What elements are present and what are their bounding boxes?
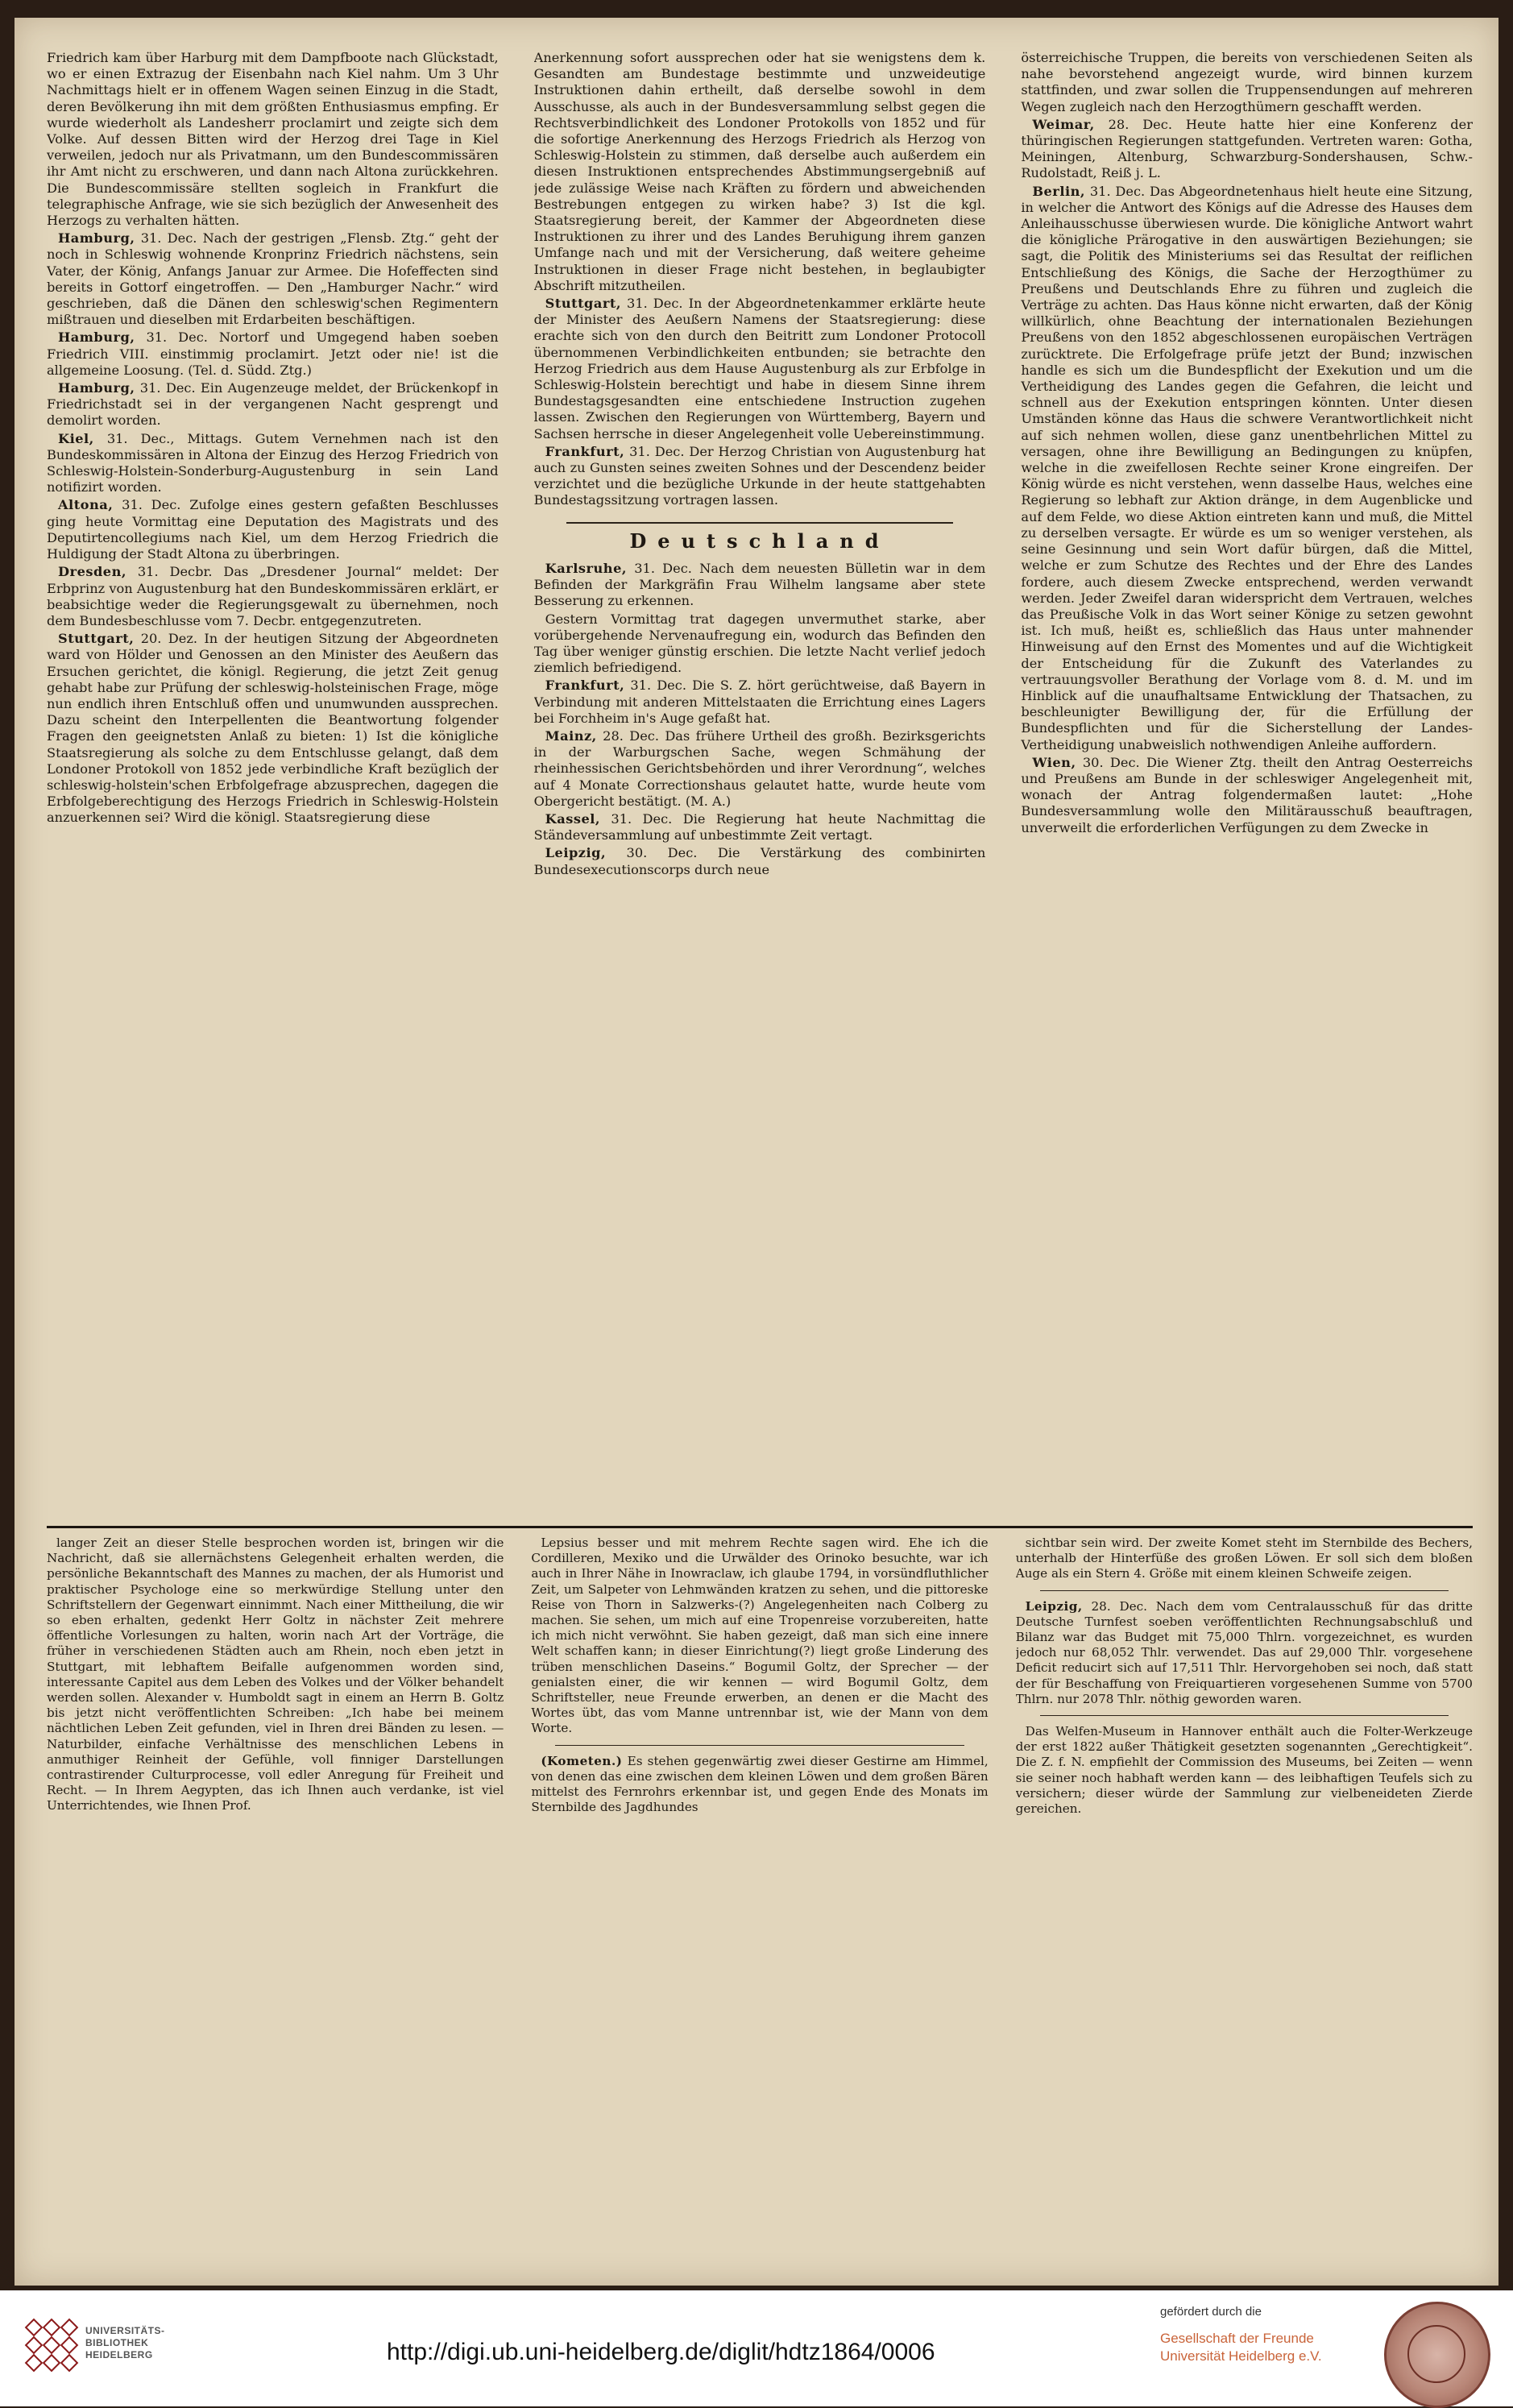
- article-paragraph: [534, 728, 986, 810]
- article-text: 28. Dec. Heute hatte hier eine Konferenz der thüringischen Regierungen stattgefunden. Vertreten waren: Gotha, Meiningen, Altenburg, Schwarzburg-Sondershausen, Schw.-Rudolstadt, Reiß j. L.: [1021, 116, 1473, 181]
- article-paragraph: [1016, 1599, 1473, 1707]
- article-text: Friedrich kam über Harburg mit dem Dampfboote nach Glückstadt, wo er einen Extrazug der Eisenbahn nach Kiel nahm. Um 3 Uhr Nachmittags hielt er in offenem Wagen seinen Einzug in die Stadt, deren Bevölkerung ihn mit dem größten Enthusiasmus empfing. Er wurde wiederholt als Landesherr proclamirt und zeigte sich dem Volke. Auf dessen Bitten wird der Herzog drei Tage in Kiel verweilen, jedoch nur als Privatmann, um den Bundescommissären ihr Amt nicht zu erschweren, und dann nach Altona zurückkehren. Die Bundescommissäre stellten sogleich in Frankfurt die telegraphische Anfrage, wie sie sich bezüglich der Anwesenheit des Herzogs zu verhalten hätten.: [47, 50, 499, 229]
- library-logo[interactable]: [21, 2311, 182, 2375]
- dateline-place: Dresden,: [58, 564, 127, 580]
- library-line-3: HEIDELBERG: [85, 2348, 153, 2360]
- upper-columns: [47, 50, 1473, 1526]
- article-paragraph: [47, 380, 499, 429]
- dateline-place: Stuttgart,: [58, 631, 135, 647]
- article-text: 28. Dec. Das frühere Urtheil des großh. Bezirksgerichts in der Warburgschen Sache, wegen Schmähung der rheinhessischen Gerichtsbehörden und ihrer Verordnung“, welches auf 4 Monate Correctionshaus gelautet hatte, wurde heute vom Obergericht bestätigt. (M. A.): [533, 727, 986, 809]
- newspaper-scan: [15, 18, 1498, 2286]
- article-text: 31. Dec. Die Regierung hat heute Nachmittag die Ständeversammlung auf unbestimmte Zeit vertagt.: [533, 810, 986, 843]
- library-line-2: BIBLIOTHEK: [85, 2336, 149, 2348]
- library-seal-icon: [21, 2315, 77, 2371]
- article-rule: [555, 1745, 964, 1746]
- dateline-place: Weimar,: [1032, 116, 1095, 132]
- dateline-place: Frankfurt,: [545, 443, 625, 459]
- article-rule: [1040, 1590, 1449, 1591]
- article-paragraph: [47, 564, 499, 629]
- article-paragraph: [534, 296, 986, 442]
- dateline-place: Leipzig,: [1025, 1598, 1083, 1614]
- dateline-place: Hamburg,: [58, 380, 135, 396]
- article-text: 31. Dec. Nach dem neuesten Bülletin war in dem Befinden der Markgräfin Frau Wilhelm langsame aber stete Besserung zu erkennen.: [533, 560, 986, 609]
- article-paragraph: [534, 561, 986, 610]
- dateline-place: Berlin,: [1032, 183, 1086, 199]
- article-text: 31. Dec. Die S. Z. hört gerüchtweise, daß Bayern in Verbindung mit anderen Mittelstaaten die Errichtung eines Lagers bei Forchheim in's Auge gefaßt hat.: [533, 678, 986, 726]
- article-paragraph: [534, 678, 986, 727]
- library-name: [85, 2325, 165, 2361]
- article-paragraph: [47, 329, 499, 379]
- feuilleton-divider: [47, 1526, 1473, 1528]
- dateline-place: Altona,: [58, 497, 114, 513]
- article-text: 28. Dec. Nach dem vom Centralausschuß für das dritte Deutsche Turnfest soeben veröffentlichten Rechnungsabschluß und Bilanz war das Budget mit 75,000 Thlrn. vorgezeichnet, es wurden jedoch nur 68,052 Thlr. verwendet. Das auf 29,000 Thlr. vorgesehene Deficit reducirt sich auf 17,511 Thlr. Hervorgehoben sei noch, daß statt der für Beschaffung von Freiquartieren vorgesehenen Summe von 5700 Thlrn. nur 2078 Thlr. nöthig geworden waren.: [1015, 1598, 1473, 1706]
- library-line-1: UNIVERSITÄTS-: [85, 2324, 165, 2336]
- article-paragraph: [1021, 184, 1473, 753]
- article-text: 31. Dec. In der Abgeordnetenkammer erklärte heute der Minister des Aeußern Namens der Staatsregierung: diese erachte sich von den durch den Beitritt zum Londoner Protocoll übernommenen Verbindlichkeiten entbunden; sie betrachte den Herzog Friedrich aus dem Hause Augustenburg als zur Erbfolge in Schleswig-Holstein berechtigt und habe in diesem Sinne ihrem Bundestagsgesandten eine entschiedene Instruction zugehen lassen. Zwischen den Regierungen von Württemberg, Bayern und Sachsen herrsche in dieser Angelegenheit volle Uebereinstimmung.: [533, 296, 986, 441]
- article-text: 31. Dec., Mittags. Gutem Vernehmen nach ist den Bundeskommissären in Altona der Einzug des Herzog Friedrich von Schleswig-Holstein-Sonderburg-Augustenburg in sein Land notifizirt worden.: [47, 430, 499, 495]
- article-text: 20. Dez. In der heutigen Sitzung der Abgeordneten ward von Hölder und Genossen an den Minister des Aeußern das Ersuchen gerichtet, die königl. Regierung, die jetzt Zeit genug gehabt habe zur Prüfung der schleswig-holsteinischen Frage, möge nun endlich ihren Entschluß offen und unumwunden aussprechen. Dazu scheint den Interpellenten die Beantwortung folgender Fragen den geeignetsten Anlaß zu bieten: 1) Ist die königliche Staatsregierung als solche zu dem Entschlusse gelangt, daß dem Londoner Protokoll von 1852 jede verbindliche Kraft bezüglich der schleswig-holstein'schen Erbfolgefrage abzusprechen, dagegen die Erbfolgeberechtigung des Herzogs Friedrich in Schleswig-Holstein anzuerkennen sei? Wird die königl. Staatsregierung diese: [47, 631, 499, 826]
- article-text: sichtbar sein wird. Der zweite Komet steht im Sternbilde des Bechers, unterhalb der Hinterfüße des großen Löwen. Er soll sich dem bloßen Auge als ein Stern 4. Größe mit einem kleinen Schweife zeigen.: [1015, 1536, 1473, 1581]
- article-text: österreichische Truppen, die bereits von verschiedenen Seiten als nahe bevorstehend angezeigt wurde, wird binnen kurzem stattfinden, und zwar sollen die Truppensendungen auf mehreren Wegen zugleich nach den Herzogthümern geschafft werden.: [1021, 50, 1473, 114]
- article-paragraph: [1021, 117, 1473, 182]
- article-paragraph: [534, 444, 986, 509]
- dateline-place: Frankfurt,: [545, 678, 625, 694]
- university-seal-icon: [1384, 2302, 1490, 2408]
- sponsor-line-1: Gesellschaft der Freunde: [1160, 2331, 1314, 2346]
- article-text: 30. Dec. Die Verstärkung des combinirten Bundesexecutionscorps durch neue: [533, 845, 986, 877]
- sponsor-credit[interactable]: [1160, 2305, 1322, 2365]
- article-paragraph: [534, 611, 986, 677]
- article-text: Das Welfen-Museum in Hannover enthält auch die Folter-Werkzeuge der erst 1822 außer Thätigkeit gesetzten sogenannten „Gerechtigkeit“. Die Z. f. N. empfiehlt der Commission des Museums, bei Zeiten — wenn sie seiner noch habhaft werden kann — des leibhaftigen Teufels sich zu versichern; dieser würde der Sammlung zur vielbeneideten Zierde gereichen.: [1015, 1724, 1473, 1817]
- article-text: 31. Dec. Ein Augenzeuge meldet, der Brückenkopf in Friedrichstadt sei in der vergangenen Nacht gesprengt und demolirt worden.: [47, 380, 499, 429]
- article-paragraph: [534, 811, 986, 843]
- dateline-place: Mainz,: [545, 727, 597, 744]
- section-rule: [566, 522, 954, 524]
- article-text: langer Zeit an dieser Stelle besprochen worden ist, bringen wir die Nachricht, daß sie allernächstens Gelegenheit erhalten werden, die persönliche Bekanntschaft des Mannes zu machen, der als Humorist und praktischer Psychologe eine so merkwürdige Stellung unter den Schriftstellern der Gegenwart einnimmt. Nach einer Mittheilung, die wir so eben erhalten, gedenkt Herr Goltz in nächster Zeit mehrere öffentliche Vorlesungen zu halten, worin nach Art der Vorträge, die früher in verschiedenen Städten auch am Rhein, noch eben jetzt in Stuttgart, mit lebhaftem Beifalle aufgenommen worden sind, interessante Capitel aus dem Leben des Volkes und der Völker behandelt werden sollen. Alexander v. Humboldt sagt in einem an Herrn B. Goltz bis jetzt nicht veröffentlichten Schreiben: „Ich habe bei meinem nächtlichen Leben Zeit gefunden, viel in Ihren drei Bänden zu lesen. — Naturbilder, einfache Verhältnisse des menschlichen Lebens in anmuthiger Reinheit der Gefühle, voll finniger Darstellungen contrastirender Culturprocesse, voll edler Anregung für Freiheit und Recht. — In Ihrem Aegypten, das ich Ihnen auch verdanke, ist viel Unterrichtendes, wie Ihnen Prof.: [47, 1536, 504, 1813]
- dateline-place: Kassel,: [545, 810, 601, 827]
- article-paragraph: [47, 631, 499, 826]
- article-paragraph: [1016, 1536, 1473, 1582]
- permalink-url[interactable]: http://digi.ub.uni-heidelberg.de/diglit/hdtz1864/0006: [387, 2339, 935, 2365]
- dateline-place: Hamburg,: [58, 329, 135, 346]
- article-paragraph: [47, 1536, 504, 1814]
- feuilleton-columns: [47, 1536, 1473, 2301]
- dateline-place: Karlsruhe,: [545, 560, 628, 576]
- viewer-footer: [0, 2290, 1513, 2406]
- section-heading: Deutschland: [629, 528, 890, 553]
- sponsor-intro: gefördert durch die: [1160, 2305, 1262, 2319]
- article-text: 31. Dec. Nach der gestrigen „Flensb. Ztg.“ geht der noch in Schleswig wohnende Kronprinz Friedrich nächstens, sein Vater, der König, Anfangs Januar zur Armee. Die Hofeffecten sind bereits in Gottorf eingetroffen. — Den „Hamburger Nachr.“ wird geschrieben, daß die Dänen den schleswig'schen Regimentern mißtrauen und dieselben mit Erdarbeiten beschäftigen.: [47, 230, 499, 328]
- article-text: 30. Dec. Die Wiener Ztg. theilt den Antrag Oesterreichs und Preußens am Bunde in der schleswiger Angelegenheit mit, wonach der Antrag folgendermaßen lautet: „Hohe Bundesversammlung wolle den Militärausschuß beauftragen, unverweilt die erforderlichen Verfügungen zu dem Zwecke in: [1021, 754, 1473, 835]
- article-text: Lepsius besser und mit mehrem Rechte sagen wird. Ehe ich die Cordilleren, Mexiko und die Urwälder des Orinoko besuchte, war ich auch in Ihrer Nähe in Inowraclaw, ich glaube 1794, in vorsündfluthlicher Zeit, um Salpeter von Lehmwänden kratzen zu sehen, und die pittoreske Reise von Thorn in Salzwerks-(?) Angelegenheiten nach Colberg zu machen. Sie sehen, um mich auf eine Tropenreise vorzubereiten, hatte ich mich nicht verwöhnt. Sie haben gezeigt, daß man sich eine innere Welt schaffen kann; in dieser Einrichtung(?) liegt große Linderung des trüben menschlichen Daseins.“ Bogumil Goltz, der Sprecher — der genialsten einer, die wir kennen — wird Bogumil Goltz, dem Schriftsteller, neue Freunde erwerben, an denen er die Macht des Wortes übt, das vom Manne untrennbar ist, wie der Mann von dem Worte.: [531, 1536, 989, 1736]
- dateline-place: (Kometen.): [541, 1753, 623, 1768]
- article-text: Gestern Vormittag trat dagegen unvermuthet starke, aber vorübergehende Nervenaufregung ein, wodurch das Befinden den Tag über weniger günstig erschien. Die letzte Nacht verlief jedoch ziemlich befriedigend.: [533, 611, 986, 676]
- dateline-place: Wien,: [1032, 754, 1076, 770]
- article-paragraph: [534, 845, 986, 877]
- column-3: [1021, 50, 1473, 1526]
- column-2: [534, 50, 986, 1526]
- article-paragraph: [531, 1754, 988, 1816]
- dateline-place: Leipzig,: [545, 845, 607, 861]
- article-text: 31. Dec. Der Herzog Christian von Augustenburg hat auch zu Gunsten seines zweiten Sohnes und der Descendenz beider verzichtet und die bezügliche Urkunde in der heute stattgehabten Bundestagssitzung vortragen lassen.: [533, 443, 986, 508]
- article-paragraph: [1021, 755, 1473, 836]
- article-text: 31. Dec. Zufolge eines gestern gefaßten Beschlusses ging heute Vormittag eine Deputation des Magistrats und des Deputirtencollegiums nach Kiel, um dem Herzog Friedrich die Huldigung der Stadt Altona zu überbringen.: [47, 497, 499, 562]
- article-paragraph: [47, 50, 499, 229]
- article-paragraph: [531, 1536, 988, 1737]
- column-1: [47, 50, 499, 1526]
- article-paragraph: [47, 431, 499, 496]
- dateline-place: Stuttgart,: [545, 296, 621, 312]
- dateline-place: Kiel,: [58, 430, 94, 446]
- article-text: 31. Dec. Das Abgeordnetenhaus hielt heute eine Sitzung, in welcher die Antwort des Königs auf die Adresse des Hauses dem Anleihausschusse überwiesen wurde. Die königliche Antwort wahrt die königliche Prärogative in den auswärtigen Beziehungen; sie sagt, die Politik des Ministeriums sei das Resultat der reiflichen Entschließung des Königs, die Sache der Herzogthümer zu Preußens und Deutschlands Ehre zu führen und zugleich die Verträge zu achten. Das Haus könne nicht erwarten, daß der König willkürlich, ohne Beachtung der internationalen Beziehungen Preußens von den 1852 abgeschlossenen europäischen Verträgen zurücktrete. Die Erfolgefrage prüfe jetzt der Bund; inzwischen handle es sich um die Bundespflicht der Exekution und um die Vertheidigung des Landes gegen die Gefahren, die leicht und schnell aus der Exekution entspringen könnten. Unter diesen Umständen könne das Haus die schwere Verantwortlichkeit nicht auf sich nehmen wollen, diese ganz unentbehrlichen Mittel zu versagen, ohne ihre Bewilligung an Bedingungen zu knüpfen, welche in die zweifellosen Rechte seiner Krone eingreifen. Der König würde es nicht verstehen, wenn dasselbe Haus, welches eine Regierung so lebhaft zur Aktion dränge, in dem Augenblicke und auf dem Felde, wo diese Aktion eintreten kann und muß, die Mittel zu derselben versagte. Er würde es um so weniger verstehen, als seine Gesinnung und sein Wort dafür bürgen, daß die Mittel, welche er zum Schutze des Rechtes und der Ehre des Landes fordere, auch diesem Zwecke entsprechend, werden verwandt werden. Jeder Zweifel daran widerspricht dem Vertrauen, welches das Preußische Volk in das Wort seiner Könige zu setzen gewohnt ist. Ich muß, heißt es, schließlich das Haus unter mahnender Hinweisung auf den Ernst des Momentes und auf die Wichtigkeit der Entscheidung für die Zukunft des Vaterlandes zu vertrauungsvoller Berathung der Vorlage vom 8. d. M. und im Hinblick auf die unaufhaltsame Entwicklung der Thatsachen, zu beschleunigter Bewilligung der, für die Erfüllung der Bundespflichten und für die Sicherstellung der Landes-Vertheidigung unabweislich nothwendigen Anleihe auffordern.: [1021, 183, 1473, 752]
- feuilleton-column-3: [1016, 1536, 1473, 2301]
- feuilleton-column-2: [531, 1536, 988, 2301]
- article-paragraph: [534, 50, 986, 294]
- sponsor-line-2: Universität Heidelberg e.V.: [1160, 2348, 1322, 2364]
- article-text: Anerkennung sofort aussprechen oder hat sie wenigstens dem k. Gesandten am Bundestage bestimmte und unzweideutige Instruktionen dahin ertheilt, daß derselbe sowohl in dem Ausschusse, als auch in der Bundesversammlung selbst gegen die Rechtsverbindlichkeit des Londoner Protokolls von 1852 und für die sofortige Anerkennung des Herzogs Friedrich als Herzog von Schleswig-Holstein zu stimmen, daß derselbe auch außerdem ein diesen Instruktionen entsprechendes Abstimmungsergebniß auf jede zulässige Weise nach Kräften zu fördern und abweichenden Bestrebungen entgegen zu wirken habe? 3) Ist die kgl. Staatsregierung bereit, der Kammer der Abgeordneten diese Instruktionen zu ihrer und des Landes Beruhigung ihrem ganzen Umfange nach und mit der Versicherung, daß weitere geheime Instruktionen in dieser Frage nicht bestehen, in beglaubigter Abschrift mitzutheilen.: [533, 50, 986, 293]
- article-paragraph: [47, 230, 499, 328]
- article-paragraph: [47, 497, 499, 562]
- article-paragraph: [1021, 50, 1473, 115]
- article-rule: [1040, 1715, 1449, 1716]
- dateline-place: Hamburg,: [58, 230, 135, 247]
- article-text: Es stehen gegenwärtig zwei dieser Gestirne am Himmel, von denen das eine zwischen dem kleinen Löwen und dem großen Bären mittelst des Fernrohrs erkennbar ist, und gegen Ende des Monats im Sternbilde des Jagdhundes: [531, 1753, 989, 1815]
- article-paragraph: [1016, 1724, 1473, 1817]
- feuilleton-column-1: [47, 1536, 504, 2301]
- article-text: 31. Decbr. Das „Dresdener Journal“ meldet: Der Erbprinz von Augustenburg hat den Bundeskommissären erklärt, er beabsichtige weder die Regierungsgewalt zu übernehmen, noch dem Bundesbeschlusse vom 7. Decbr. entgegenzutreten.: [47, 564, 499, 628]
- article-text: 31. Dec. Nortorf und Umgegend haben soeben Friedrich VIII. einstimmig proclamirt. Jetzt oder nie! ist die allgemeine Loosung. (Tel. d. Südd. Ztg.): [47, 329, 499, 378]
